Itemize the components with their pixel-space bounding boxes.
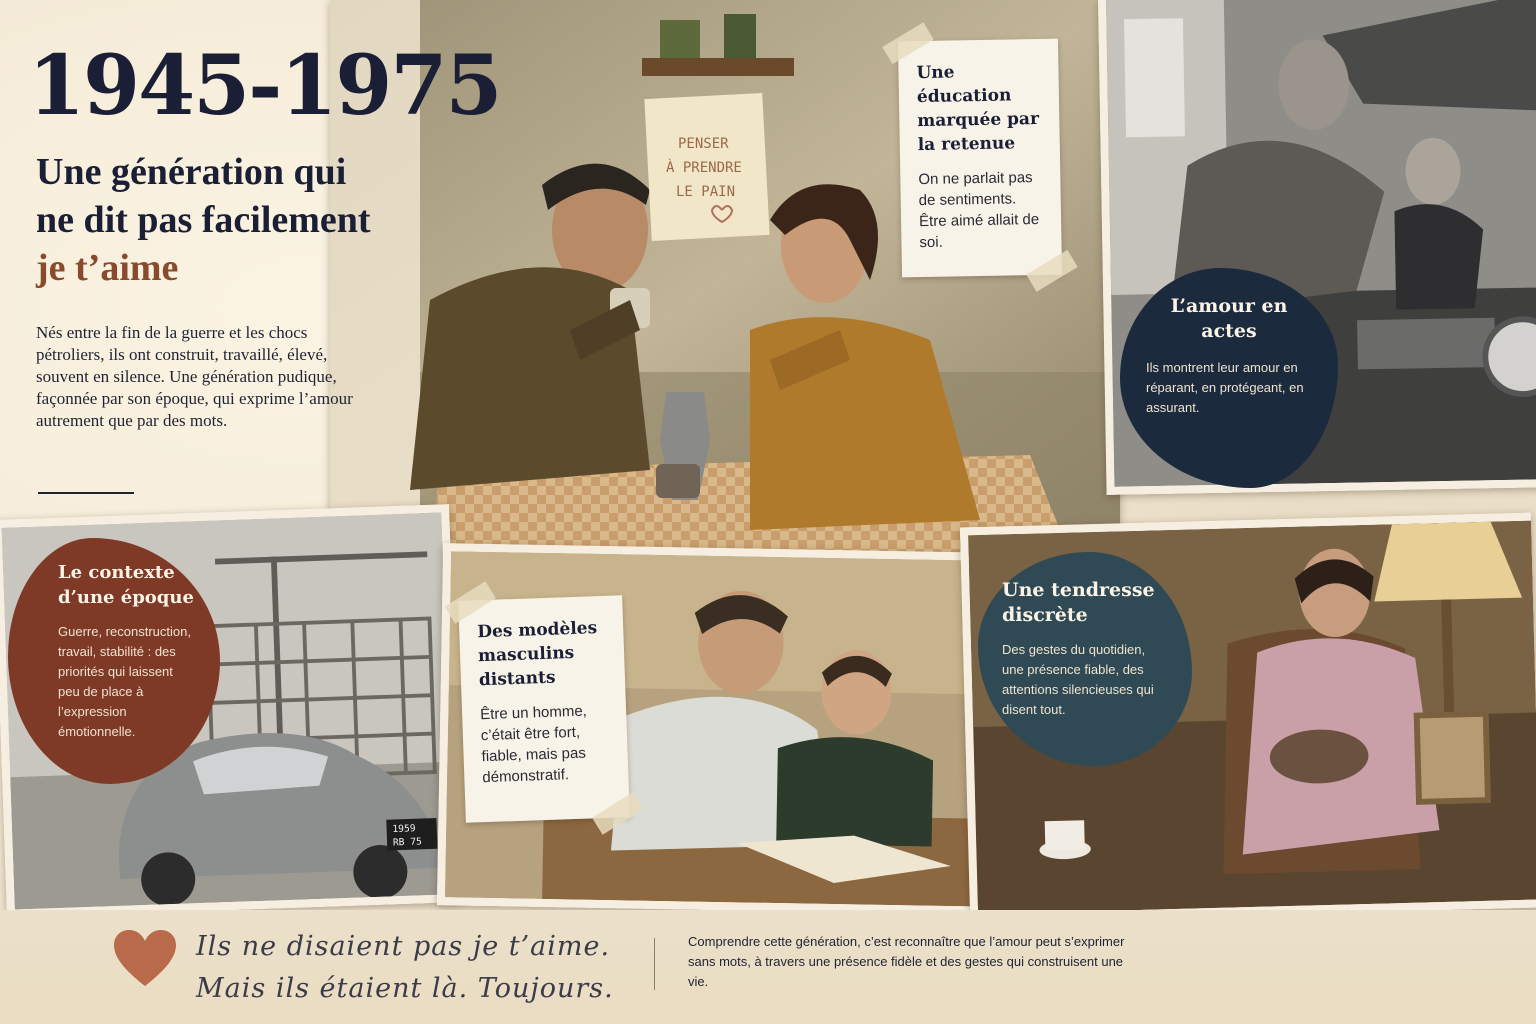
card-tendresse-title: Une tendresse discrète [1002,579,1155,626]
card-amour-title: L’amour en actes [1170,295,1288,342]
heart-icon [112,928,178,990]
quote-line-2: Mais ils étaient là. Toujours. [196,973,614,1004]
wall-note-line3: LE PAIN [676,184,736,200]
card-modeles [458,595,630,823]
page-title-years: 1945-1975 [28,38,501,134]
intro-paragraph: Nés entre la fin de la guerre et les chocs pétroliers, ils ont construit, travaillé, élevé, souvent en silence. Une génération pudique, façonnée par son époque, qui exprime l’amour autrement que par des mots. [36,323,353,430]
card-tendresse-body: Des gestes du quotidien, une présence fiable, des attentions silencieuses qui disent tout. [1002,642,1154,717]
subtitle-line-1: Une génération qui [36,151,347,193]
card-education [898,39,1062,278]
subtitle-line-2: ne dit pas facilement [36,199,371,241]
card-contexte-title: Le contexte d’une époque [58,562,194,608]
quote-line-1: Ils ne disaient pas je t’aime. [196,931,611,962]
subtitle-accent: je t’aime [36,247,179,289]
intro-divider [38,492,134,494]
card-contexte [8,538,220,784]
card-amour-body: Ils montrent leur amour en réparant, en protégeant, en assurant. [1146,360,1304,415]
card-contexte-body: Guerre, reconstruction, travail, stabilité : des priorités qui laissent peu de place à l’expression émotionnelle. [58,624,191,739]
wall-note-line1: PENSER [678,136,729,152]
page-subtitle [36,148,456,292]
card-modeles-title: Des modèles masculins distants [476,618,598,691]
card-education-body: On ne parlait pas de sentiments. Être aimé allait de soi. [918,169,1040,252]
footer-divider [654,938,655,990]
license-plate-line1: 1959 [392,823,416,836]
footer-closing-text: Comprendre cette génération, c’est reconnaître que l’amour peut s’exprimer sans mots, à travers une présence fidèle et des gestes qui construisent une vie. [688,934,1125,989]
footer-quote [196,926,636,1010]
card-modeles-body: Être un homme, c’était être fort, fiable, mais pas démonstratif. [479,702,588,787]
license-plate-line2: RB 75 [392,836,423,849]
card-education-title: Une éducation marquée par la retenue [916,62,1040,156]
wall-note-line2: À PRENDRE [666,160,742,176]
